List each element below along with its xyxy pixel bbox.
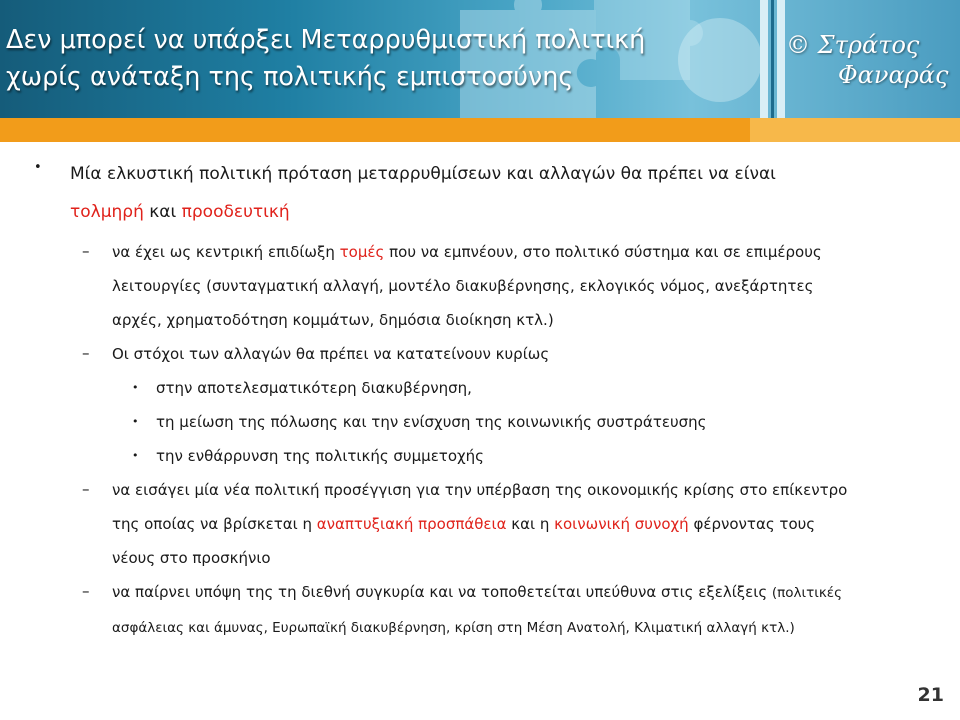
copyright-line-2: Φαναράς <box>838 61 949 89</box>
highlight-bold: τολμηρή <box>70 202 144 222</box>
main-text-connector: και <box>149 202 177 222</box>
sub-item-3-line-1: να εισάγει μία νέα πολιτική προσέγγιση για την υπέρβαση της οικονομικής κρίσης στο επίκεντρο <box>112 481 848 499</box>
sub-sub-item: στην αποτελεσματικότερη διακυβέρνηση, <box>156 379 472 397</box>
sub-item-3 <box>112 473 930 575</box>
sub-item-4 <box>112 575 930 645</box>
copyright-line-1: © Στράτος <box>786 31 920 59</box>
dash-icon: – <box>82 344 90 362</box>
sub-sub-item: την ενθάρρυνση της πολιτικής συμμετοχής <box>156 447 484 465</box>
main-bullet-text <box>70 155 930 231</box>
dash-icon: – <box>82 242 90 260</box>
title-line-1: Δεν μπορεί να υπάρξει Μεταρρυθμιστική πολιτική <box>6 25 646 55</box>
sub-item-4-text-cont: (πολιτικές <box>771 585 842 601</box>
highlight-reforms: τομές <box>339 243 385 261</box>
sub-item-3-text-cont: φέρνοντας τους <box>693 515 816 533</box>
sub-item-4-text: να παίρνει υπόψη της τη διεθνή συγκυρία και να τοποθετείται υπεύθυνα στις εξελίξεις <box>112 583 768 601</box>
highlight-cohesion: κοινωνική συνοχή <box>554 515 689 533</box>
accent-bar-highlight <box>750 118 960 142</box>
title-line-2: χωρίς ανάταξη της πολιτικής εμπιστοσύνης <box>6 62 574 92</box>
highlight-development: αναπτυξιακή προσπάθεια <box>316 515 507 533</box>
sub-item-3-connector: και η <box>511 515 550 533</box>
main-text: Μία ελκυστική πολιτική πρόταση μεταρρυθμίσεων και αλλαγών θα πρέπει να είναι <box>70 164 776 184</box>
slide-header <box>0 0 960 118</box>
sub-item-1-line-3: αρχές, χρηματοδότηση κομμάτων, δημόσια διοίκηση κτλ.) <box>112 311 554 329</box>
sub-item-1-line-2: λειτουργίες (συνταγματική αλλαγή, μοντέλο διακυβέρνησης, εκλογικός νόμος, ανεξάρτητες <box>112 277 814 295</box>
sub-item-1-text: να έχει ως κεντρική επιδίωξη <box>112 243 335 261</box>
sub-item-2: Οι στόχοι των αλλαγών θα πρέπει να κατατείνουν κυρίως <box>112 345 550 363</box>
highlight-progressive: προοδευτική <box>181 202 290 222</box>
accent-bar <box>0 118 960 142</box>
page-number: 21 <box>917 684 944 706</box>
sub-item-4-line-2: ασφάλειας και άμυνας, Ευρωπαϊκή διακυβέρνηση, κρίση στη Μέση Ανατολή, Κλιματική αλλαγή κτλ.) <box>112 620 795 636</box>
sub-item-3-line-3: νέους στο προσκήνιο <box>112 549 271 567</box>
header-divider <box>760 0 768 118</box>
sub-item-1-text-cont: που να εμπνέουν, στο πολιτικό σύστημα και σε επιμέρους <box>389 243 822 261</box>
bullet-icon: • <box>34 160 42 175</box>
sub-item-1 <box>112 235 930 337</box>
header-divider <box>777 0 785 118</box>
bullet-icon: • <box>132 381 139 394</box>
dash-icon: – <box>82 582 90 600</box>
bullet-icon: • <box>132 449 139 462</box>
header-divider <box>771 0 774 118</box>
copyright-notice <box>786 30 956 90</box>
bullet-icon: • <box>132 415 139 428</box>
slide-title <box>6 22 686 96</box>
sub-sub-item: τη μείωση της πόλωσης και την ενίσχυση της κοινωνικής συστράτευσης <box>156 413 707 431</box>
sub-item-3-text: της οποίας να βρίσκεται η <box>112 515 312 533</box>
dash-icon: – <box>82 480 90 498</box>
